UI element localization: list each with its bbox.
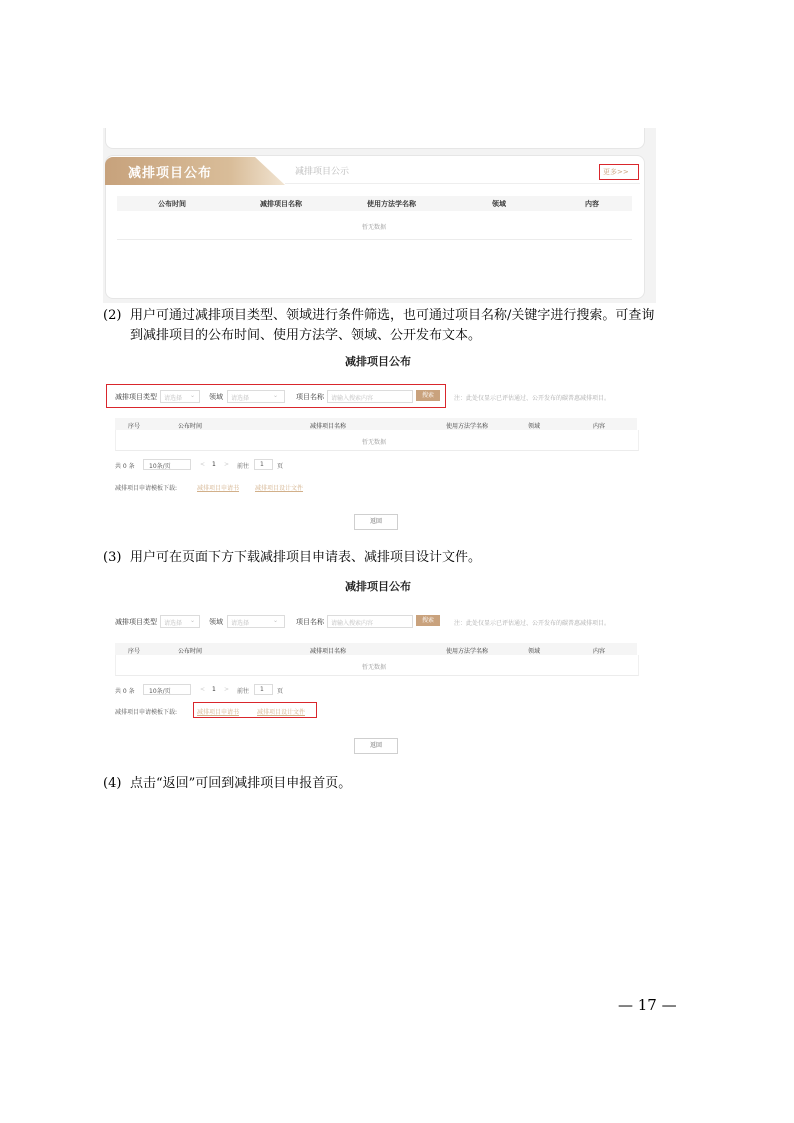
type-filter-label: 减排项目类型 <box>115 393 157 401</box>
page-number: — 17 — <box>618 996 677 1014</box>
column-header: 使用方法学名称 <box>367 200 416 208</box>
project-name-label: 项目名称 <box>296 618 324 626</box>
download-design-link[interactable]: 减排项目设计文件 <box>255 485 304 492</box>
back-button[interactable]: 返回 <box>354 738 398 754</box>
figure-title: 减排项目公布 <box>345 580 411 593</box>
column-header: 领域 <box>528 423 541 430</box>
column-header: 序号 <box>128 648 141 655</box>
no-data-text: 暂无数据 <box>362 664 387 671</box>
table-divider <box>117 239 632 240</box>
domain-filter-label: 领域 <box>209 618 223 626</box>
search-button[interactable]: 搜索 <box>416 615 440 626</box>
column-header: 使用方法学名称 <box>446 423 489 430</box>
paragraph-text: 用户可通过减排项目类型、领域进行条件筛选，也可通过项目名称/关键字进行搜索。可查询 <box>130 308 655 323</box>
download-label: 减排项目申请模板下载: <box>115 709 178 716</box>
type-select-placeholder: 请选择 <box>164 620 183 627</box>
paragraph-text: 用户可在页面下方下载减排项目申请表、减排项目设计文件。 <box>130 550 482 565</box>
next-page-button[interactable]: > <box>224 686 230 693</box>
page-unit: 页 <box>277 688 284 695</box>
goto-label: 前往 <box>237 463 250 470</box>
figure-title: 减排项目公布 <box>345 355 411 368</box>
prev-page-button[interactable]: < <box>200 461 206 468</box>
domain-filter-label: 领域 <box>209 393 223 401</box>
domain-select-placeholder: 请选择 <box>231 395 250 402</box>
download-design-link[interactable]: 减排项目设计文件 <box>257 709 306 716</box>
next-page-button[interactable]: > <box>224 461 230 468</box>
column-header: 减排项目名称 <box>260 200 302 208</box>
page-size-value: 10条/页 <box>149 688 171 695</box>
goto-page-value: 1 <box>260 686 264 693</box>
column-header: 公布时间 <box>158 200 186 208</box>
download-label: 减排项目申请模板下载: <box>115 485 178 492</box>
column-header: 内容 <box>593 423 606 430</box>
total-count: 共 0 条 <box>115 463 135 470</box>
more-link[interactable]: 更多>> <box>603 168 629 176</box>
column-header: 减排项目名称 <box>310 648 347 655</box>
no-data-text: 暂无数据 <box>362 439 387 446</box>
type-select-placeholder: 请选择 <box>164 395 183 402</box>
note-text: 注：此处仅显示已评估通过、公开发布的碳普惠减排项目。 <box>454 620 611 627</box>
list-number: (4) <box>103 776 122 791</box>
column-header: 公布时间 <box>178 648 203 655</box>
domain-select-placeholder: 请选择 <box>231 620 250 627</box>
no-data-text: 暂无数据 <box>362 224 387 231</box>
current-page[interactable]: 1 <box>212 461 216 468</box>
goto-page-value: 1 <box>260 461 264 468</box>
list-number: (3) <box>103 550 122 565</box>
chevron-down-icon: ⌄ <box>190 392 196 399</box>
column-header: 公布时间 <box>178 423 203 430</box>
column-header: 内容 <box>593 648 606 655</box>
paragraph-text: 点击“返回”可回到减排项目申报首页。 <box>130 776 352 791</box>
goto-label: 前往 <box>237 688 250 695</box>
note-text: 注：此处仅显示已评估通过、公开发布的碳普惠减排项目。 <box>454 395 611 402</box>
project-name-label: 项目名称 <box>296 393 324 401</box>
page-size-value: 10条/页 <box>149 463 171 470</box>
search-placeholder: 请输入搜索内容 <box>331 395 374 402</box>
chevron-down-icon: ⌄ <box>273 617 279 624</box>
current-page[interactable]: 1 <box>212 686 216 693</box>
prev-page-button[interactable]: < <box>200 686 206 693</box>
download-application-link[interactable]: 减排项目申请书 <box>197 709 240 716</box>
column-header: 领域 <box>528 648 541 655</box>
search-button[interactable]: 搜索 <box>416 390 440 401</box>
column-header: 内容 <box>585 200 599 208</box>
previous-card-bottom <box>105 128 645 149</box>
back-button[interactable]: 返回 <box>354 514 398 530</box>
page-unit: 页 <box>277 463 284 470</box>
list-number: (2) <box>103 308 122 323</box>
column-header: 序号 <box>128 423 141 430</box>
column-header: 领域 <box>492 200 506 208</box>
tab-announcement-label[interactable]: 减排项目公布 <box>128 166 213 181</box>
type-filter-label: 减排项目类型 <box>115 618 157 626</box>
search-placeholder: 请输入搜索内容 <box>331 620 374 627</box>
tab-publicity-label[interactable]: 减排项目公示 <box>295 167 350 177</box>
column-header: 使用方法学名称 <box>446 648 489 655</box>
download-application-link[interactable]: 减排项目申请书 <box>197 485 240 492</box>
column-header: 减排项目名称 <box>310 423 347 430</box>
total-count: 共 0 条 <box>115 688 135 695</box>
chevron-down-icon: ⌄ <box>190 617 196 624</box>
paragraph-text: 到减排项目的公布时间、使用方法学、领域、公开发布文本。 <box>130 328 482 343</box>
tab-divider <box>285 183 640 184</box>
chevron-down-icon: ⌄ <box>273 392 279 399</box>
